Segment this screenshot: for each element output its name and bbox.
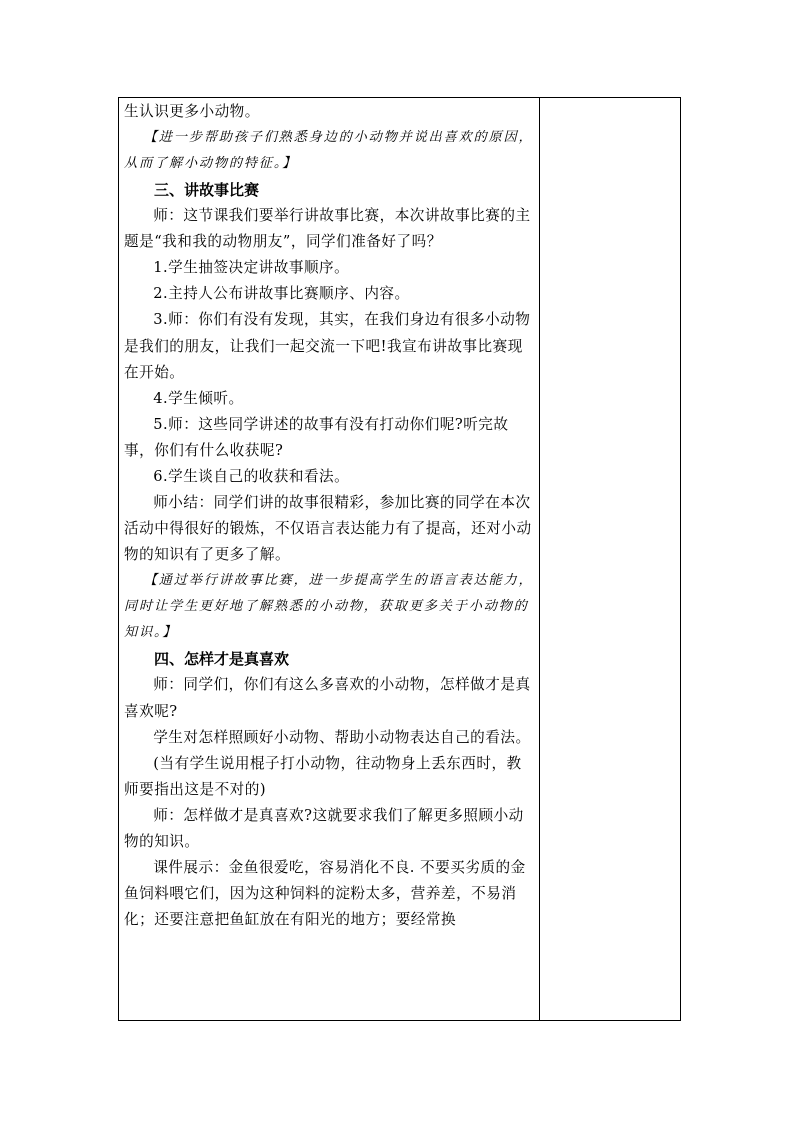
paragraph: 生认识更多小动物。 bbox=[124, 103, 260, 120]
paragraph: 师：同学们，你们有这么多喜欢的小动物，怎样做才是真喜欢呢? bbox=[124, 676, 531, 720]
paragraph: 师：怎样做才是真喜欢?这就要求我们了解更多照顾小动物的知识。 bbox=[124, 806, 524, 850]
teaching-note: 【进一步帮助孩子们熟悉身边的小动物并说出喜欢的原因，从而了解小动物的特征。】 bbox=[124, 130, 534, 172]
teaching-note: 【通过举行讲故事比赛，进一步提高学生的语言表达能力，同时让学生更好地了解熟悉的小动物，获取更多关于小动物的知识。】 bbox=[124, 573, 534, 641]
paragraph: 学生对怎样照顾好小动物、帮助小动物表达自己的看法。 bbox=[153, 728, 531, 746]
lesson-content-cell bbox=[124, 99, 534, 1017]
paragraph: 4.学生倾听。 bbox=[153, 389, 244, 407]
section-heading: 四、怎样才是真喜欢 bbox=[154, 650, 290, 669]
paragraph: 6.学生谈自己的收获和看法。 bbox=[153, 468, 350, 486]
paragraph: (当有学生说用棍子打小动物，往动物身上丢东西时，教师要指出这是不对的) bbox=[124, 754, 522, 798]
paragraph: 5.师：这些同学讲述的故事有没有打动你们呢?听完故事，你们有什么收获呢? bbox=[124, 415, 509, 459]
section-heading: 三、讲故事比赛 bbox=[154, 181, 260, 200]
table-column-divider bbox=[539, 97, 540, 1021]
paragraph: 1.学生抽签决定讲故事顺序。 bbox=[153, 259, 350, 277]
paragraph: 3.师：你们有没有发现，其实，在我们身边有很多小动物是我们的朋友，让我们一起交流一下吧!我宣布讲故事比赛现在开始。 bbox=[124, 311, 531, 381]
paragraph: 2.主持人公布讲故事比赛顺序、内容。 bbox=[153, 285, 410, 303]
paragraph: 课件展示：金鱼很爱吃，容易消化不良. 不要买劣质的金鱼饲料喂它们，因为这种饲料的淀粉太多，营养差，不易消化；还要注意把鱼缸放在有阳光的地方；要经常换 bbox=[124, 859, 526, 929]
paragraph: 师：这节课我们要举行讲故事比赛，本次讲故事比赛的主题是“我和我的动物朋友”，同学们准备好了吗？ bbox=[124, 207, 531, 251]
paragraph: 师小结：同学们讲的故事很精彩，参加比赛的同学在本次活动中得很好的锻炼，不仅语言表达能力有了提高，还对小动物的知识有了更多了解。 bbox=[124, 494, 532, 564]
